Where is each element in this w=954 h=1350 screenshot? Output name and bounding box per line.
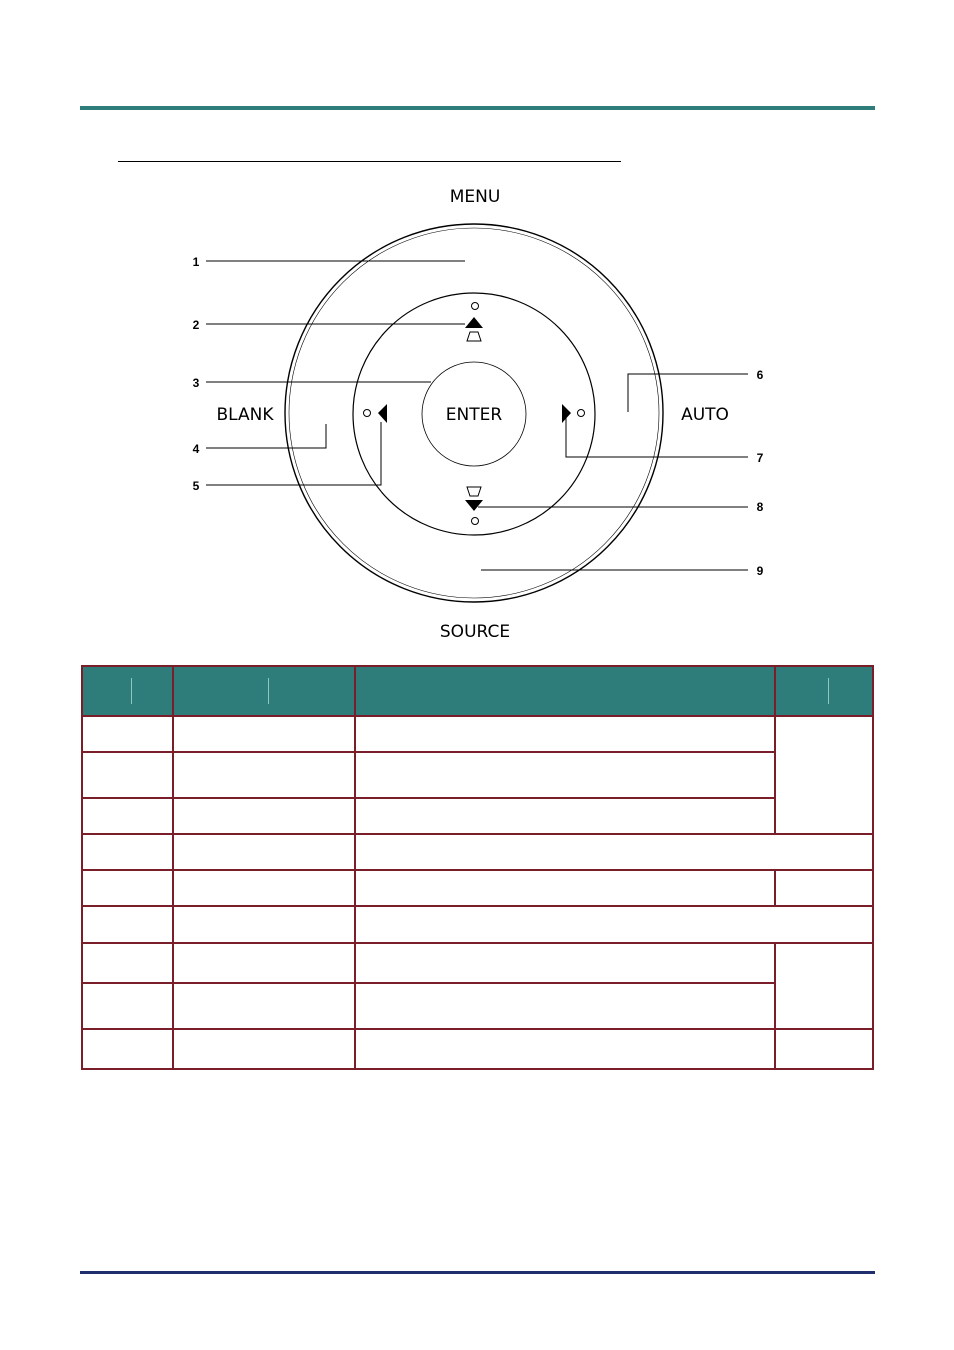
table-cell [173,1029,355,1069]
left-arrow-icon[interactable] [378,404,387,423]
table-cell [82,834,173,870]
callout-number-3: 3 [192,376,200,390]
table-cell [82,870,173,906]
right-led-icon [578,410,585,417]
callout-number-8: 8 [756,500,764,514]
table-cell [355,983,775,1029]
table-cell [775,943,873,1029]
callout-number-7: 7 [756,451,764,465]
table-cell [82,943,173,983]
table-cell [355,1029,775,1069]
table-row [82,1029,873,1069]
table-cell [173,870,355,906]
footer-rule [80,1271,875,1274]
table-row [82,798,873,834]
table-row [82,716,873,752]
table-cell [82,716,173,752]
table-cell [82,752,173,798]
table-row [82,983,873,1029]
control-panel-diagram [0,170,954,650]
table-cell [82,1029,173,1069]
table-cell [173,906,355,943]
table-cell [355,870,775,906]
header-cell-item [82,666,173,716]
callout-number-5: 5 [192,479,200,493]
table-cell [775,870,873,906]
up-led-icon [472,303,479,310]
header-cell-label [173,666,355,716]
table-row [82,834,873,870]
header-rule [80,106,875,110]
callout-number-2: 2 [192,318,200,332]
table-row [82,943,873,983]
left-led-icon [364,410,371,417]
table-cell [173,834,355,870]
callout-number-6: 6 [756,368,764,382]
table-row [82,906,873,943]
table-cell [355,752,775,798]
callout-number-9: 9 [756,564,764,578]
keystone-down-icon [467,487,481,496]
table-cell [82,983,173,1029]
up-arrow-icon[interactable] [465,317,483,328]
table-cell [173,752,355,798]
callout-line-4 [206,424,326,448]
table-cell [355,943,775,983]
table-cell [775,716,873,834]
key-function-table [81,665,874,1070]
table-cell [355,834,873,870]
header-cell-see-page [775,666,873,716]
table-cell [82,798,173,834]
blank-label: BLANK [216,405,274,425]
table-cell [173,983,355,1029]
header-cell-description [355,666,775,716]
table-row [82,870,873,906]
down-led-icon [472,518,479,525]
keystone-up-icon [467,332,481,341]
table-cell [775,1029,873,1069]
enter-label: ENTER [445,405,503,425]
table-cell [355,716,775,752]
table-cell [173,716,355,752]
callout-number-4: 4 [192,442,200,456]
callout-number-1: 1 [192,255,200,269]
source-label: SOURCE [439,622,511,642]
table-cell [173,798,355,834]
table-cell [355,798,775,834]
table-header-row [82,666,873,716]
table-cell [355,906,873,943]
menu-label: MENU [449,187,501,207]
auto-label: AUTO [681,405,729,425]
section-heading-underline [118,161,621,162]
down-arrow-icon[interactable] [465,500,483,511]
table-cell [82,906,173,943]
table-cell [173,943,355,983]
table-row [82,752,873,798]
